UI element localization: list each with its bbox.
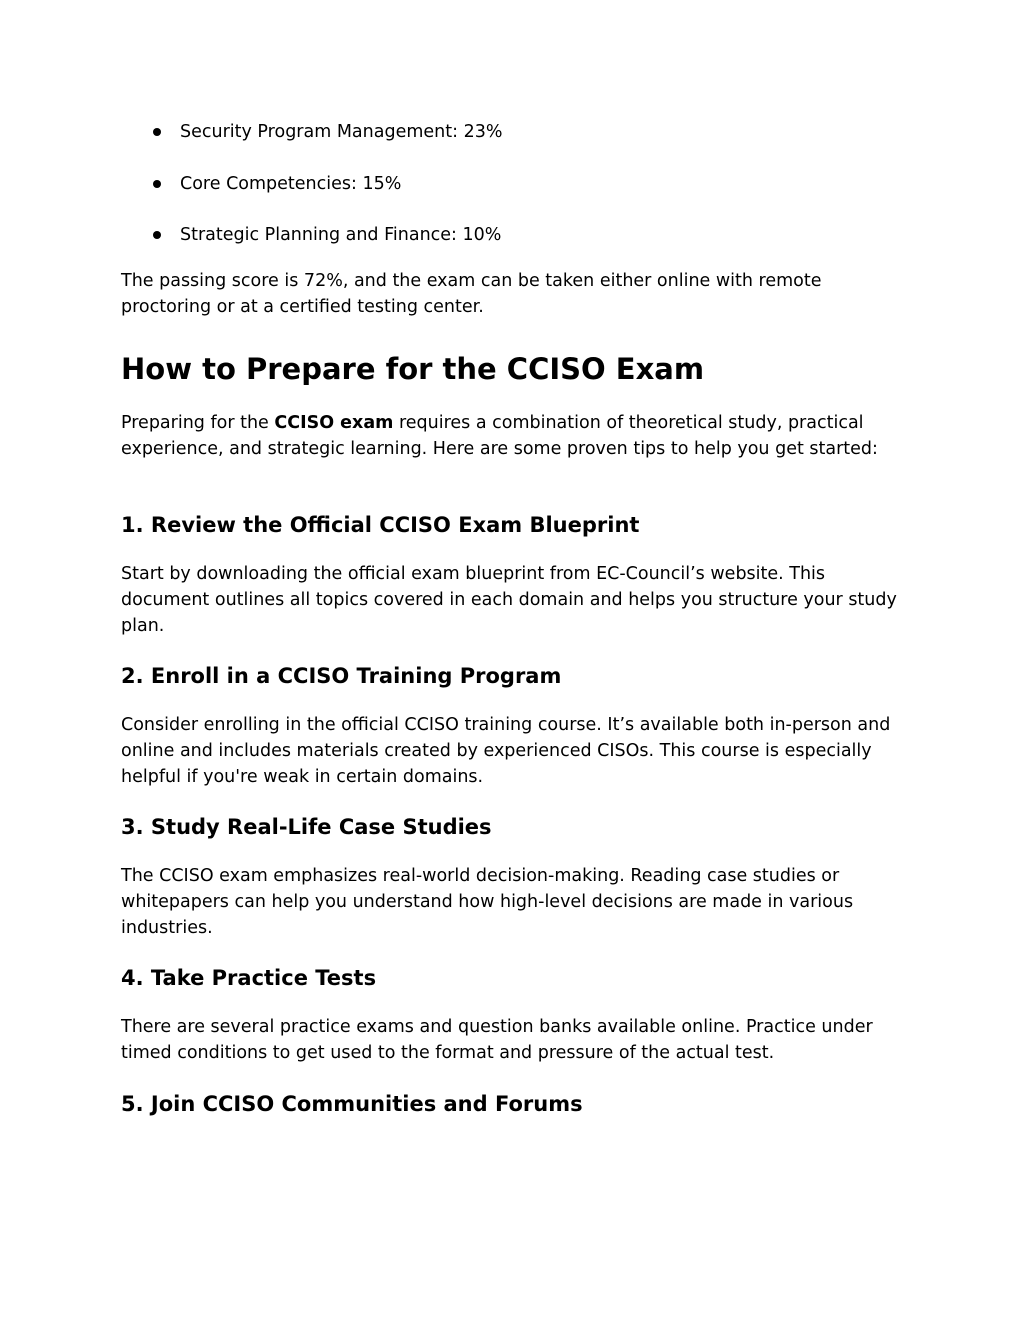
- passing-score-paragraph: The passing score is 72%, and the exam can be taken either online with remote proctoring or at a certified testing center.: [121, 271, 822, 317]
- step-2-heading: 2. Enroll in a CCISO Training Program: [121, 664, 562, 688]
- step-1-text: Start by downloading the official exam blueprint from EC-Council’s website. This document outlines all topics covered in each domain and helps you structure your study plan.: [121, 564, 897, 636]
- intro-text-after: requires a combination of theoretical study, practical experience, and strategic learning. Here are some proven tips to help you get started:: [121, 413, 878, 459]
- list-item: [150, 222, 930, 248]
- intro-paragraph: [121, 410, 911, 462]
- step-4-heading: 4. Take Practice Tests: [121, 966, 377, 990]
- step-4-text: There are several practice exams and question banks available online. Practice under timed conditions to get used to the format and pressure of the actual test.: [121, 1017, 873, 1063]
- list-item-text: Security Program Management: 23%: [180, 122, 503, 142]
- list-item-text: Core Competencies: 15%: [180, 173, 402, 194]
- step-5-heading: 5. Join CCISO Communities and Forums: [121, 1092, 583, 1116]
- list-item: [150, 119, 930, 145]
- section-title: How to Prepare for the CCISO Exam: [121, 352, 705, 386]
- step-2-text: Consider enrolling in the official CCISO training course. It’s available both in-person and online and includes materials created by experienced CISOs. This course is especially helpful if you're weak in certain domains.: [121, 715, 891, 787]
- bullet-icon: [153, 128, 161, 136]
- bullet-icon: [153, 180, 161, 188]
- list-item-text: Strategic Planning and Finance: 10%: [180, 225, 502, 245]
- bullet-icon: [153, 231, 161, 239]
- domain-weight-list: [150, 119, 930, 274]
- step-1-heading: 1. Review the Official CCISO Exam Blueprint: [121, 513, 640, 537]
- intro-text-before: Preparing for the: [121, 413, 275, 433]
- step-3-text: The CCISO exam emphasizes real-world decision-making. Reading case studies or whitepapers can help you understand how high-level decisions are made in various industries.: [121, 866, 854, 938]
- intro-bold-term: CCISO exam: [274, 413, 394, 433]
- step-3-heading: 3. Study Real-Life Case Studies: [121, 815, 492, 839]
- list-item: [150, 171, 930, 197]
